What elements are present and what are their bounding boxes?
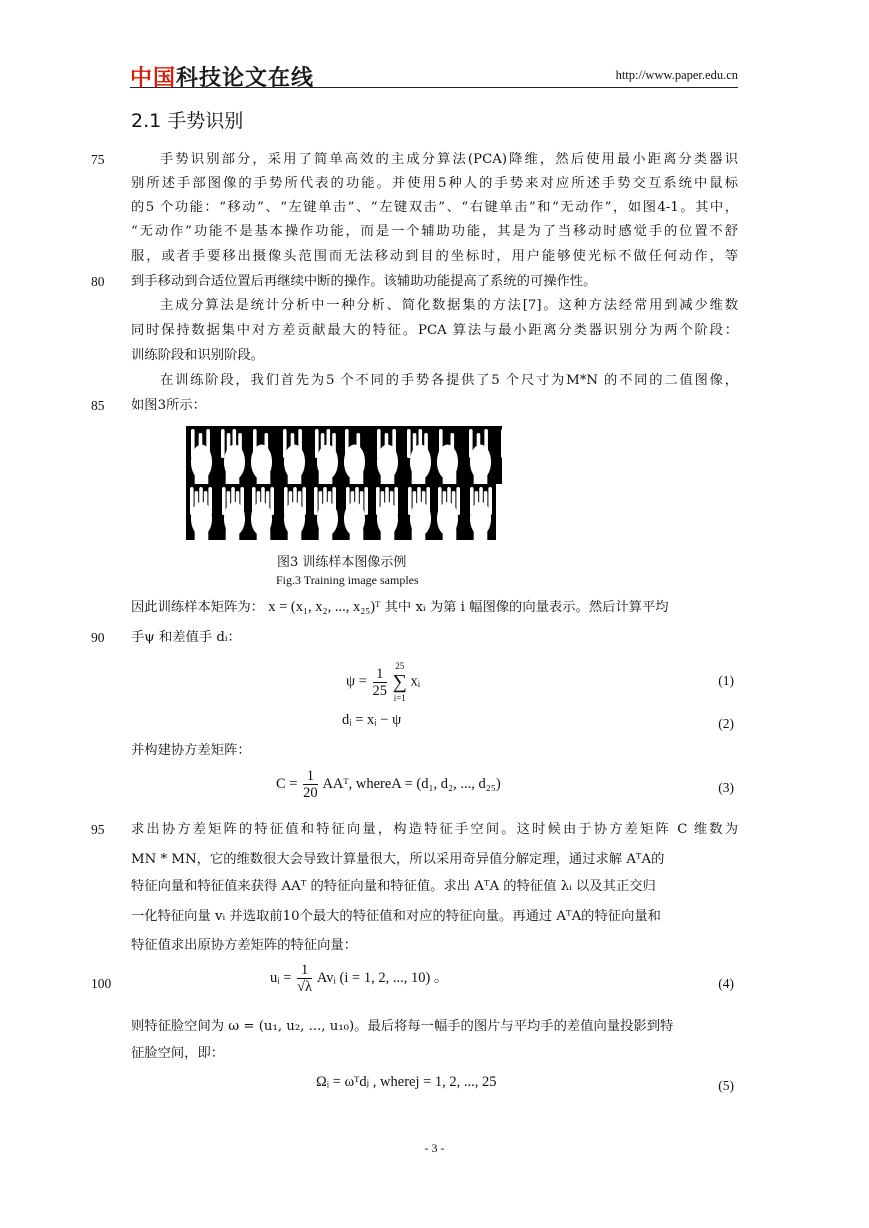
equation-number: (4) xyxy=(718,976,734,991)
denominator: 20 xyxy=(303,785,318,801)
body-text-line: 主成分算法是统计分析中一种分析、简化数据集的方法[7]。这种方法经常用到减少维数 xyxy=(160,298,738,313)
body-text-line: 特征向量和特征值来获得 AAᵀ 的特征向量和特征值。求出 AᵀA 的特征值 λᵢ 以及其正交归 xyxy=(131,879,656,894)
body-text-line: 求出协方差矩阵的特征值和特征向量，构造特征手空间。这时候由于协方差矩阵 C 维数为 xyxy=(131,822,738,837)
equation-number: (5) xyxy=(718,1078,734,1093)
text-segment: 其中 xᵢ 为第 i 幅图像的向量表示。然后计算平均 xyxy=(384,600,669,615)
body-text-line: 则特征脸空间为 ω = (u₁, u₂, ..., u₁₀)。最后将每一幅手的图片与平均手的差值向量投影到特 xyxy=(131,1019,674,1034)
training-samples-figure xyxy=(186,426,502,540)
page-number: - 3 - xyxy=(424,1141,445,1155)
logo-red-text: 中国 xyxy=(130,66,177,91)
numerator: 1 xyxy=(297,962,312,979)
hand-sample-thumbnail xyxy=(248,484,279,540)
hand-sample-thumbnail xyxy=(403,426,434,484)
body-text-line: MN * MN，它的维数很大会导致计算量很大，所以采用奇异值分解定理，通过求解 AᵀA的 xyxy=(131,852,665,867)
hand-sample-thumbnail xyxy=(341,426,372,484)
body-text-line: 同时保持数据集中对方差贡献最大的特征。PCA 算法与最小距离分类器识别分为两个阶段： xyxy=(131,323,738,338)
body-text-line: 的5 个功能：“移动”、“左键单击”、“左键双击”、“右键单击”和“无动作”，如图4-1。其中， xyxy=(131,200,738,215)
equation-number: (2) xyxy=(718,716,734,731)
page-header xyxy=(130,60,738,91)
line-number: 75 xyxy=(91,152,105,167)
body-text-line: 特征值求出原协方差矩阵的特征向量： xyxy=(131,938,358,953)
equation-3 xyxy=(276,768,501,801)
fraction xyxy=(297,962,312,995)
line-number: 90 xyxy=(91,630,105,645)
numerator: 1 xyxy=(303,768,318,785)
body-text-line: 并构建协方差矩阵： xyxy=(131,743,251,758)
fraction xyxy=(303,768,318,801)
line-number: 85 xyxy=(91,398,105,413)
figure-caption-cn: 图3 训练样本图像示例 xyxy=(277,555,407,570)
equation-5: Ωᵢ = ωᵀdⱼ , wherej = 1, 2, ..., 25 xyxy=(316,1074,497,1090)
hand-sample-thumbnail xyxy=(372,484,403,540)
hand-sample-thumbnail xyxy=(372,426,403,484)
line-number: 80 xyxy=(91,274,105,289)
hand-sample-thumbnail xyxy=(341,484,372,540)
hand-sample-thumbnail xyxy=(403,484,434,540)
hand-sample-thumbnail xyxy=(279,426,310,484)
equation-2: dᵢ = xᵢ − ψ xyxy=(342,712,402,728)
body-text-line: 手势识别部分，采用了简单高效的主成分算法(PCA)降维，然后使用最小距离分类器识 xyxy=(160,152,738,167)
hand-sample-thumbnail xyxy=(465,426,496,484)
site-logo xyxy=(130,61,314,92)
body-text-line: 征脸空间，即： xyxy=(131,1046,225,1061)
equation-4 xyxy=(270,962,448,995)
hand-sample-thumbnail xyxy=(310,426,341,484)
body-text-line: 如图3所示： xyxy=(131,398,206,413)
eq-lhs: uᵢ = xyxy=(270,969,292,986)
matrix-formula: x = (x₁, x₂, ..., x₂₅)ᵀ xyxy=(268,599,381,615)
body-text-line: 手ψ 和差值手 dᵢ： xyxy=(131,630,241,645)
body-text-line: 到手移动到合适位置后再继续中断的操作。该辅助功能提高了系统的可操作性。 xyxy=(131,274,597,289)
sum-lower: i=1 xyxy=(393,693,406,703)
hand-sample-thumbnail xyxy=(217,426,248,484)
equation-number: (3) xyxy=(718,780,734,795)
equation-1 xyxy=(346,660,420,704)
text-segment: 因此训练样本矩阵为： xyxy=(131,600,264,615)
hand-sample-thumbnail xyxy=(496,426,502,484)
body-text-line: 服，或者手要移出摄像头范围而无法移动到目的坐标时，用户能够使光标不做任何动作，等 xyxy=(131,249,738,264)
hand-sample-thumbnail xyxy=(186,426,217,484)
hand-sample-thumbnail xyxy=(310,484,341,540)
body-text-line xyxy=(131,598,738,617)
header-url: http://www.paper.edu.cn xyxy=(615,68,738,82)
hand-sample-thumbnail xyxy=(186,484,217,540)
eq-lhs: ψ = xyxy=(346,673,367,690)
eq-rhs: AAᵀ, whereA = (d₁, d₂, ..., d₂₅) xyxy=(322,775,501,792)
hand-sample-thumbnail xyxy=(279,484,310,540)
section-title: 2.1 手势识别 xyxy=(131,110,244,132)
fraction xyxy=(373,666,388,699)
hand-sample-thumbnail xyxy=(217,484,248,540)
eq-lhs: C = xyxy=(276,775,298,792)
figure-caption-en: Fig.3 Training image samples xyxy=(276,573,419,587)
hand-sample-thumbnail xyxy=(434,426,465,484)
hand-sample-thumbnail xyxy=(465,484,496,540)
body-text-line: 训练阶段和识别阶段。 xyxy=(131,348,264,363)
line-number: 100 xyxy=(91,976,112,991)
body-text-line: “无动作”功能不是基本操作功能，而是一个辅助功能，其是为了当移动时感觉手的位置不舒 xyxy=(131,224,738,239)
equation-number: (1) xyxy=(718,673,734,688)
line-number: 95 xyxy=(91,822,105,837)
hand-sample-thumbnail xyxy=(248,426,279,484)
sum-symbol: ∑ xyxy=(392,671,407,693)
eq-rhs: xᵢ xyxy=(410,673,421,690)
body-text-line: 在训练阶段，我们首先为5 个不同的手势各提供了5 个尺寸为M*N 的不同的二值图像， xyxy=(160,373,738,388)
denominator: √λ xyxy=(297,979,313,995)
sum-upper: 25 xyxy=(395,661,405,671)
hand-sample-thumbnail xyxy=(434,484,465,540)
numerator: 1 xyxy=(373,666,388,683)
logo-black-text: 科技论文在线 xyxy=(176,66,315,91)
eq-rhs: Avᵢ (i = 1, 2, ..., 10) 。 xyxy=(316,969,449,986)
denominator: 25 xyxy=(372,682,388,699)
body-text-line: 别所述手部图像的手势所代表的功能。并使用5种人的手势来对应所述手势交互系统中鼠标 xyxy=(131,176,738,191)
body-text-line: 一化特征向量 vᵢ 并选取前10个最大的特征值和对应的特征向量。再通过 AᵀA的特征向量和 xyxy=(131,909,661,924)
